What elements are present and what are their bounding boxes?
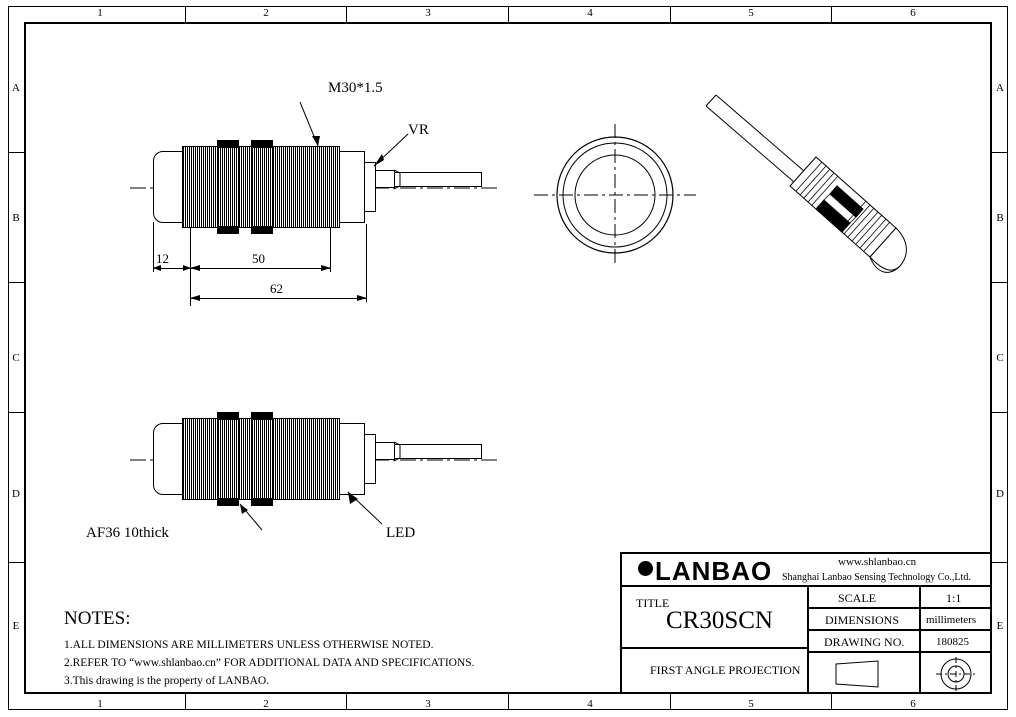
zone-label-bottom-2: 2	[263, 698, 269, 710]
scale-label: SCALE	[838, 591, 877, 605]
af36-leader	[222, 500, 266, 534]
zone-label-top-5: 5	[748, 7, 754, 19]
zone-label-top-2: 2	[263, 7, 269, 19]
zone-label-left-d: D	[12, 488, 20, 500]
zone-label-top-6: 6	[910, 7, 916, 19]
zone-label-right-e: E	[996, 620, 1004, 632]
zone-label-top-1: 1	[97, 7, 103, 19]
zone-tick	[831, 694, 832, 710]
dim-value-50: 50	[252, 251, 265, 266]
zone-label-right-d: D	[996, 488, 1004, 500]
isometric-sensor	[690, 78, 950, 288]
end-view-circles	[530, 120, 700, 270]
zone-label-right-a: A	[996, 82, 1004, 94]
nut-1-top-face	[218, 141, 238, 148]
dim-value-62: 62	[270, 281, 283, 296]
projection-circle-icon	[932, 656, 980, 692]
annotation-vr: VR	[408, 122, 429, 138]
cable-gland-2	[375, 442, 395, 460]
zone-tick	[992, 282, 1008, 283]
cable-top-edge-2	[394, 444, 482, 445]
notes-item-2: 2.REFER TO “www.shlanbao.cn” FOR ADDITIONAL DATA AND SPECIFICATIONS.	[64, 657, 475, 669]
thread-spacer-hatch-2	[239, 419, 251, 499]
zone-tick	[670, 6, 671, 22]
zone-tick	[992, 152, 1008, 153]
cable-end-2	[481, 444, 482, 459]
part-number: CR30SCN	[666, 607, 773, 634]
zone-label-bottom-6: 6	[910, 698, 916, 710]
vr-leader	[360, 130, 412, 172]
zone-tick	[8, 412, 24, 413]
thread-spacer-hatch	[239, 147, 251, 227]
nut-2-bottom-face	[252, 226, 272, 233]
company-website: www.shlanbao.cn	[838, 556, 917, 568]
thread-main-hatch-2	[273, 419, 339, 499]
dim-value-12: 12	[156, 251, 169, 266]
nut-1b-top-face	[218, 413, 238, 420]
lanbao-logo-icon	[638, 561, 653, 576]
thread-leader	[290, 98, 350, 154]
thread-hatch-left-2	[183, 419, 217, 499]
zone-tick	[8, 152, 24, 153]
rear-housing-2	[339, 423, 365, 495]
nut-2b-top-face	[252, 413, 272, 420]
projection-cone-icon	[832, 660, 898, 688]
dimensions-value: millimeters	[926, 614, 977, 626]
zone-tick	[992, 562, 1008, 563]
scale-value: 1:1	[946, 591, 962, 605]
cable-gland-taper	[394, 170, 404, 190]
notes-heading: NOTES:	[64, 608, 131, 629]
zone-label-left-b: B	[12, 212, 20, 224]
zone-tick	[185, 6, 186, 22]
zone-tick	[346, 694, 347, 710]
zone-tick	[670, 694, 671, 710]
notes-item-1: 1.ALL DIMENSIONS ARE MILLIMETERS UNLESS OTHERWISE NOTED.	[64, 639, 434, 651]
nut-2b-hatch	[252, 420, 272, 498]
annotation-wrench: AF36 10thick	[86, 525, 169, 541]
zone-tick	[185, 694, 186, 710]
nut-1-bottom-face	[218, 226, 238, 233]
drawing-no-value: 180825	[936, 636, 969, 648]
notes-item-3: 3.This drawing is the property of LANBAO.	[64, 675, 270, 687]
dimensions-label: DIMENSIONS	[825, 613, 900, 627]
zone-label-bottom-4: 4	[587, 698, 593, 710]
cable-gland-taper-2	[394, 442, 404, 462]
cable-bottom-edge-2	[394, 458, 482, 459]
nut-2-hatch	[252, 148, 272, 226]
nut-1-hatch	[218, 148, 238, 226]
drawing-no-label: DRAWING NO.	[824, 635, 905, 649]
company-name: Shanghai Lanbao Sensing Technology Co.,Ltd.	[782, 572, 971, 583]
zone-tick	[992, 412, 1008, 413]
projection-label: FIRST ANGLE PROJECTION	[650, 663, 801, 677]
annotation-led: LED	[386, 525, 416, 541]
title-label: TITLE	[636, 596, 670, 610]
zone-label-bottom-3: 3	[425, 698, 431, 710]
cable-top-edge	[394, 172, 482, 173]
nut-2-top-face	[252, 141, 272, 148]
zone-label-bottom-5: 5	[748, 698, 754, 710]
zone-tick	[831, 6, 832, 22]
zone-label-right-b: B	[996, 212, 1004, 224]
zone-label-top-3: 3	[425, 7, 431, 19]
cable-gland	[375, 170, 395, 188]
annotation-thread: M30*1.5	[328, 80, 383, 96]
zone-label-bottom-1: 1	[97, 698, 103, 710]
zone-label-left-a: A	[12, 82, 20, 94]
sensor-nose-2	[153, 423, 183, 495]
zone-label-left-c: C	[12, 352, 20, 364]
sensor-nose	[153, 151, 183, 223]
dim-ext-62	[366, 224, 367, 302]
cable-end	[481, 172, 482, 187]
zone-tick	[508, 694, 509, 710]
zone-label-left-e: E	[12, 620, 20, 632]
zone-tick	[346, 6, 347, 22]
zone-label-right-c: C	[996, 352, 1004, 364]
nut-1b-hatch	[218, 420, 238, 498]
thread-hatch-left	[183, 147, 217, 227]
zone-label-top-4: 4	[587, 7, 593, 19]
zone-tick	[8, 282, 24, 283]
zone-tick	[8, 562, 24, 563]
brand-name: LANBAO	[655, 556, 773, 586]
zone-tick	[508, 6, 509, 22]
led-leader	[338, 488, 386, 530]
cable-bottom-edge	[394, 186, 482, 187]
thread-main-hatch	[273, 147, 339, 227]
